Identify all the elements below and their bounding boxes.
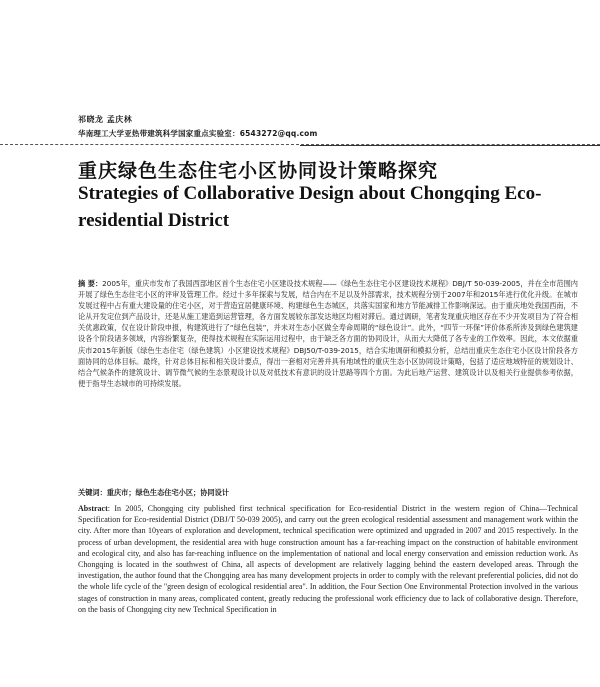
keywords-chinese: 关键词：重庆市；绿色生态住宅小区；协同设计 (78, 488, 229, 497)
author-affiliation: 华南理工大学亚热带建筑科学国家重点实验室：6543272@qq.com (78, 129, 318, 138)
paper-title-english: Strategies of Collaborative Design about Chongqing Eco-residential District (78, 183, 542, 231)
author-names: 祁晓龙 孟庆林 (78, 115, 133, 124)
paper-title-chinese: 重庆绿色生态住宅小区协同设计策略探究 (78, 160, 439, 182)
abstract-english (78, 503, 578, 615)
abstract-english-text: : In 2005, Chongqing city published first technical specification for Eco-residential District in the western region of China—Technical Specification for Eco-residential District (DBJ/T 50-039 2005), and carry out the green ecological residential assessment and management work within the city. After more than 10years of exploration and development, technical specification were optimized and upgraded in 2007 and 2015 respectively. In the process of urban development, the residential area with huge construction amount has a far-reaching impact on the construction of habitable environment and ecological city, and also has far-reaching influence on the implementation of national and local energy conservation and emission reduction work. As Chongqing is located in the southwest of China, all aspects of development are relatively lagging behind the eastern developed areas. Through the investigation, the author found that the Chongqing area has many development projects in order to comply with the relevant preferential policies, did not do the whole life cycle of the "green design of ecological residential area". In addition, the Four Section One Environmental Protection involved in the various stages of construction in many areas, complicated content, greatly reducing the professional work efficiency due to lack of collaborative design. Therefore, on the basis of Chongqing city new Technical Specification in (78, 504, 578, 614)
abstract-english-label: Abstract (78, 504, 108, 513)
abstract-chinese (78, 278, 578, 389)
abstract-chinese-label: 摘 要： (78, 279, 103, 288)
header-divider-solid (300, 145, 600, 146)
abstract-chinese-text: 2005年，重庆市发布了我国西部地区首个生态住宅小区建设技术规程——《绿色生态住宅小区建设技术规程》DBJ/T 50-039-2005，并在全市范围内开展了绿色生态住宅小区的评审及管理工作。经过十多年探索与发展，结合内在不足以及外部需求，技术规程分别于2007年和2015年进行优化升级。在城市发展过程中占有重大建设量的住宅小区，对于营造宜居健康环境、构建绿色生态城区，共落实国家和地方节能减排工作影响深远。由于重庆地处我国西南，不论从开发定位到产品设计，还是从施工建造到运营管理，各方面发展较东部发达地区均相对滞后。通过调研，笔者发现重庆地区存在不少开发项目为了符合相关优惠政策，仅在设计阶段申报，构建筑进行了“绿色包装”，并未对生态小区做全寿命周期的“绿色设计”。此外，“四节一环保”评价体系所涉及到绿色建筑建设各个阶段诸多领域，内容纷繁复杂，使得技术规程在实际运用过程中，由于缺乏各方面的协同设计，从而大大降低了各专业的工作效率。因此，本文依据重庆市2015年新版《绿色生态住宅（绿色建筑）小区建设技术规程》DBJ50/T-039-2015，结合实地调研和模拟分析，总结出重庆生态住宅小区设计阶段各方面协同的总体目标。最终，针对总体目标和相关设计要点，得出一套相对完善并具有地域性的重庆生态小区协同设计策略，包括了适应地域特征的规划设计、结合气候条件的建筑设计、调节微气候的生态景观设计以及对低技术有意识的设计思路等四个方面。为此后地产运营、建筑设计以及相关行业提供参考依据，便于指导生态城市的可持续发展。 (78, 279, 578, 388)
